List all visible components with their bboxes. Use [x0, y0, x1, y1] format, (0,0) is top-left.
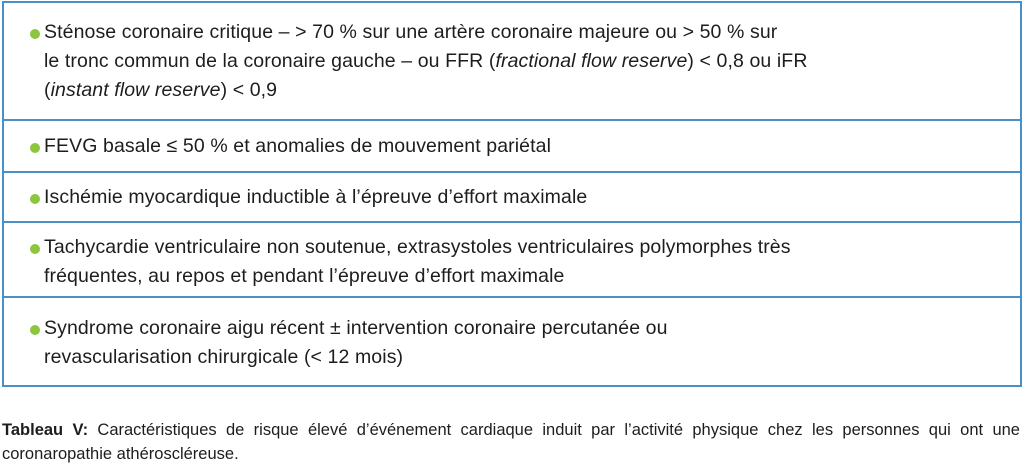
- row-4-line-2: fréquentes, au repos et pendant l’épreuve d’effort maximale: [44, 265, 565, 287]
- row-1-line-1: Sténose coronaire critique – > 70 % sur une artère coronaire majeure ou > 50 % sur: [44, 21, 778, 43]
- bullet-dot-icon: [30, 244, 40, 254]
- row-1-line-3-end: ) < 0,9: [220, 79, 278, 101]
- row-text: [44, 233, 791, 291]
- row-text: [44, 314, 668, 372]
- row-5-line-1: Syndrome coronaire aigu récent ± intervention coronaire percutanée ou: [44, 317, 668, 339]
- row-1-line-2-end: ) < 0,8 ou iFR: [687, 50, 808, 72]
- table-row: [4, 298, 1020, 385]
- table-row: [4, 223, 1020, 298]
- row-text: FEVG basale ≤ 50 % et anomalies de mouvement pariétal: [44, 135, 552, 157]
- row-1-line-2-start: le tronc commun de la coronaire gauche – ou FFR (: [44, 50, 496, 72]
- bullet-dot-icon: [30, 325, 40, 335]
- row-text: [44, 18, 808, 105]
- table-row: [4, 3, 1020, 121]
- bullet-dot-icon: [30, 143, 40, 153]
- table-row: [4, 121, 1020, 173]
- table-caption: [2, 418, 1020, 466]
- row-4-line-1: Tachycardie ventriculaire non soutenue, extrasystoles ventriculaires polymorphes très: [44, 236, 791, 258]
- caption-text: Caractéristiques de risque élevé d’événement cardiaque induit par l’activité physique chez les personnes qui ont une coronaropathie athéroscléreuse.: [2, 421, 1020, 463]
- bullet-dot-icon: [30, 194, 40, 204]
- row-text: Ischémie myocardique inductible à l’épreuve d’effort maximale: [44, 186, 588, 208]
- row-1-ffr-term: fractional flow reserve: [495, 50, 688, 72]
- row-1-ifr-term: instant flow reserve: [50, 79, 221, 101]
- row-5-line-2: revascularisation chirurgicale (< 12 mois): [44, 346, 404, 368]
- caption-label: Tableau V:: [2, 421, 89, 439]
- bullet-dot-icon: [30, 29, 40, 39]
- row-1-line-3-start: (: [44, 79, 51, 101]
- criteria-table: [2, 1, 1022, 387]
- table-row: [4, 173, 1020, 223]
